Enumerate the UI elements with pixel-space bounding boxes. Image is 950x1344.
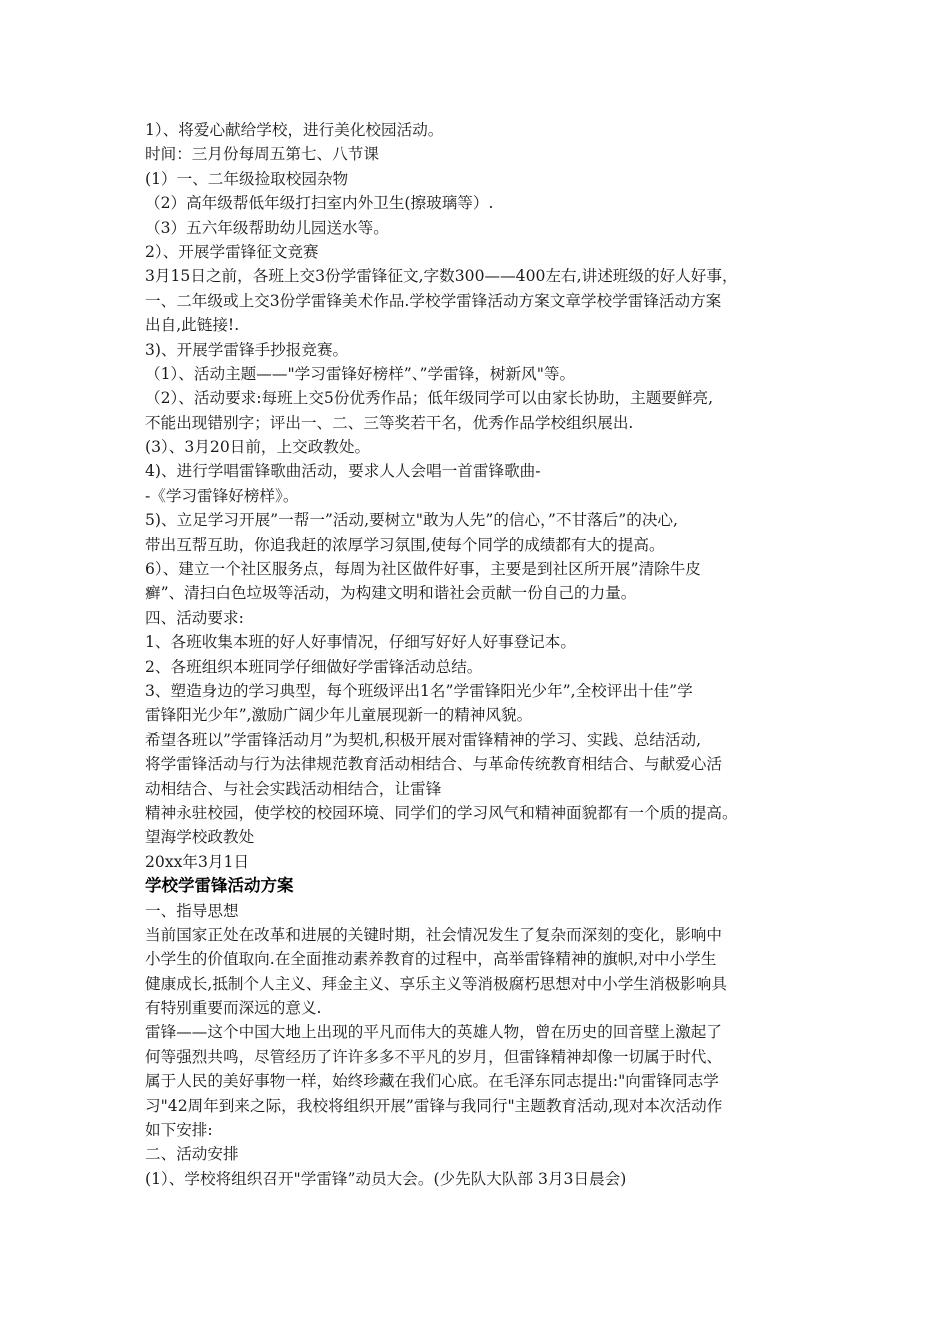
text-line: 当前国家正处在改革和进展的关键时期，社会情况发生了复杂而深刻的变化，影响中 [145,925,722,944]
text-line: 1、各班收集本班的好人好事情况，仔细写好好人好事登记本。 [145,633,576,652]
text-line: -《学习雷锋好榜样》。 [145,486,299,505]
text-line: (1）一、二年级捡取校园杂物 [145,169,349,188]
text-line: （2）、活动要求:每班上交5份优秀作品；低年级同学可以由家长协助，主题要鲜亮, [145,389,714,408]
document-title: 学校学雷锋活动方案 [145,876,294,896]
text-line: 一、指导思想 [145,901,239,920]
lower-section [145,899,825,1192]
text-line: 1）、将爱心献给学校，进行美化校园活动。 [145,121,444,139]
text-line: 二、活动安排 [145,1145,239,1164]
text-line: （3）五六年级帮助幼儿园送水等。 [145,218,389,237]
text-line: 雷锋阳光少年”,激励广阔少年儿童展现新一的精神风貌。 [145,706,533,725]
text-line: 精神永驻校园，使学校的校园环境、同学们的学习风气和精神面貌都有一个质的提高。 [145,803,738,822]
text-line: 2、各班组织本班同学仔细做好学雷锋活动总结。 [145,657,483,676]
text-line: 有特别重要而深远的意义. [145,999,322,1018]
text-line: 4)、进行学唱雷锋歌曲活动，要求人人会唱一首雷锋歌曲- [145,462,541,481]
text-line: 何等强烈共鸣，尽管经历了许许多多不平凡的岁月，但雷锋精神却像一切属于时代、 [145,1047,722,1066]
text-line: 2）、开展学雷锋征文竞赛 [145,242,319,261]
text-line: 20xx年3月1日 [145,852,250,871]
text-line: 一、二年级或上交3份学雷锋美术作品.学校学雷锋活动方案文章学校学雷锋活动方案 [145,291,722,310]
upper-section [145,118,825,874]
text-line: 雷锋——这个中国大地上出现的平凡而伟大的英雄人物，曾在历史的回音壁上激起了 [145,1023,722,1042]
text-line: （1）、活动主题——"学习雷锋好榜样”、”学雷锋，树新风"等。 [145,364,576,383]
text-line: 望海学校政教处 [145,828,255,847]
text-line: 6）、建立一个社区服务点，每周为社区做件好事，主要是到社区所开展”清除牛皮 [145,560,701,579]
text-line: 带出互帮互助，你追我赶的浓厚学习氛围,使每个同学的成绩都有大的提高。 [145,535,665,554]
text-line: 希望各班以”学雷锋活动月”为契机,积极开展对雷锋精神的学习、实践、总结活动, [145,730,702,749]
text-line: 时间：三月份每周五第七、八节课 [145,145,379,164]
text-line: 如下安排: [145,1121,213,1140]
text-line: (1）、学校将组织召开"学雷锋”动员大会。(少先队大队部 3月3日晨会) [145,1169,627,1188]
text-line: 3)、开展学雷锋手抄报竞赛。 [145,340,349,359]
text-line: 小学生的价值取向.在全面推动素养教育的过程中，高举雷锋精神的旗帜,对中小学生 [145,950,717,969]
text-line: 健康成长,抵制个人主义、拜金主义、享乐主义等消极腐朽思想对中小学生消极影响具 [145,974,727,993]
text-line: 3、塑造身边的学习典型，每个班级评出1名”学雷锋阳光少年”,全校评出十佳”学 [145,681,693,700]
text-line: 5)、立足学习开展”一帮一”活动,要树立"敢为人先”的信心，”不甘落后”的决心, [145,511,678,530]
text-line: 四、活动要求: [145,608,244,627]
text-line: 出自,此链接!. [145,316,240,335]
text-line: 属于人民的美好事物一样，始终珍藏在我们心底。在毛泽东同志提出:"向雷锋同志学 [145,1072,719,1091]
document-page [145,118,825,1191]
text-line: 将学雷锋活动与行为法律规范教育活动相结合、与革命传统教育相结合、与献爱心活 [145,755,722,774]
text-line: (3）、3月20日前，上交政教处。 [145,438,371,457]
text-line: （2）高年级帮低年级打扫室内外卫生(擦玻璃等）. [145,194,494,213]
text-line: 不能出现错别字；评出一、二、三等奖若干名，优秀作品学校组织展出. [145,413,634,432]
text-line: 3月15日之前，各班上交3份学雷锋征文,字数300——400左右,讲述班级的好人好事， [145,267,738,286]
text-line: 习"42周年到来之际，我校将组织开展”雷锋与我同行"主题教育活动,现对本次活动作 [145,1096,723,1115]
text-line: 癣”、清扫白色垃圾等活动，为构建文明和谐社会贡献一份自己的力量。 [145,584,637,603]
text-line: 动相结合、与社会实践活动相结合，让雷锋 [145,779,442,798]
